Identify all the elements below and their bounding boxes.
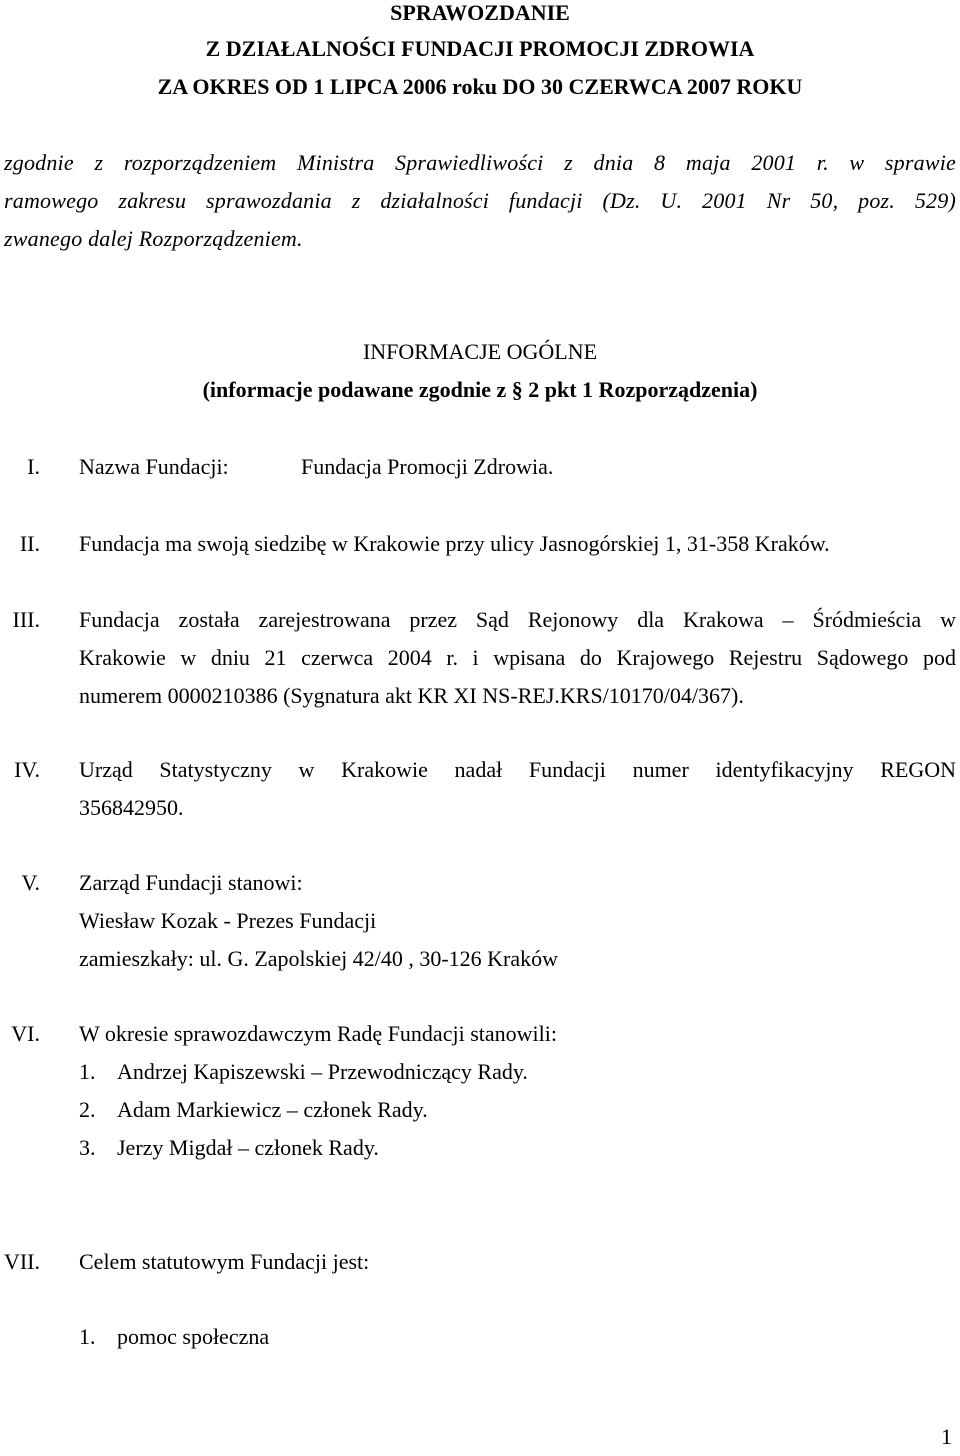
intro-line-1: zgodnie z rozporządzeniem Ministra Sprawiedliwości z dnia 8 maja 2001 r. w sprawie xyxy=(4,150,956,175)
council-member-3 xyxy=(79,1129,956,1167)
section-7-goals-body xyxy=(79,1318,956,1356)
section-3-number: III. xyxy=(12,607,40,632)
section-3-line-3: numerem 0000210386 (Sygnatura akt KR XI NS-REJ.KRS/10170/04/367). xyxy=(79,683,744,708)
section-6-line-1: W okresie sprawozdawczym Radę Fundacji stanowili: xyxy=(79,1021,557,1046)
section-4-number: IV. xyxy=(14,757,40,782)
section-5-line-1: Zarząd Fundacji stanowi: xyxy=(79,870,303,895)
section-6-body xyxy=(79,1015,956,1167)
report-title-line-1: SPRAWOZDANIE xyxy=(390,0,570,25)
section-2-body xyxy=(79,525,956,563)
section-7-number: VII. xyxy=(3,1249,40,1274)
section-5-body xyxy=(79,864,956,978)
intro-paragraph xyxy=(4,144,956,258)
general-info-heading: INFORMACJE OGÓLNE xyxy=(362,339,598,364)
page-number: 1 xyxy=(941,1424,952,1449)
section-5-line-2: Wiesław Kozak - Prezes Fundacji xyxy=(79,908,377,933)
council-member-2-number: 2. xyxy=(79,1097,96,1122)
section-1-body xyxy=(79,448,956,486)
section-4-line-2: 356842950. xyxy=(79,795,184,820)
council-member-3-text: Jerzy Migdał – członek Rady. xyxy=(117,1135,379,1160)
section-3-body xyxy=(79,601,956,715)
section-4-line-1: Urząd Statystyczny w Krakowie nadał Fundacji numer identyfikacyjny REGON xyxy=(79,757,956,782)
section-7-line-1: Celem statutowym Fundacji jest: xyxy=(79,1249,370,1274)
council-member-2 xyxy=(79,1091,956,1129)
report-title-line-3: ZA OKRES OD 1 LIPCA 2006 roku DO 30 CZERWCA 2007 ROKU xyxy=(157,74,803,99)
section-2-number: II. xyxy=(19,531,40,556)
council-member-1-number: 1. xyxy=(79,1059,96,1084)
general-info-subheading: (informacje podawane zgodnie z § 2 pkt 1 Rozporządzenia) xyxy=(202,377,758,402)
section-4-body xyxy=(79,751,956,827)
intro-line-2: ramowego zakresu sprawozdania z działalności fundacji (Dz. U. 2001 Nr 50, poz. 529) xyxy=(4,188,956,213)
section-3-line-2: Krakowie w dniu 21 czerwca 2004 r. i wpisana do Krajowego Rejestru Sądowego pod xyxy=(79,645,956,670)
council-member-3-number: 3. xyxy=(79,1135,96,1160)
statutory-goal-1-text: pomoc społeczna xyxy=(117,1324,270,1349)
section-1-line xyxy=(79,448,956,486)
report-title-line-2: Z DZIAŁALNOŚCI FUNDACJI PROMOCJI ZDROWIA xyxy=(205,36,755,61)
council-member-2-text: Adam Markiewicz – członek Rady. xyxy=(117,1097,428,1122)
statutory-goal-1 xyxy=(79,1318,956,1356)
intro-line-3: zwanego dalej Rozporządzeniem. xyxy=(4,226,303,251)
statutory-goal-1-number: 1. xyxy=(79,1324,96,1349)
foundation-name-label: Nazwa Fundacji: xyxy=(79,454,229,479)
section-7-body xyxy=(79,1243,956,1281)
section-5-number: V. xyxy=(21,870,40,895)
section-3-line-1: Fundacja została zarejestrowana przez Sąd Rejonowy dla Krakowa – Śródmieścia w xyxy=(79,607,956,632)
council-member-1 xyxy=(79,1053,956,1091)
council-member-1-text: Andrzej Kapiszewski – Przewodniczący Rady. xyxy=(117,1059,528,1084)
section-2-line-1: Fundacja ma swoją siedzibę w Krakowie przy ulicy Jasnogórskiej 1, 31-358 Kraków. xyxy=(79,531,830,556)
section-5-line-3: zamieszkały: ul. G. Zapolskiej 42/40 , 30-126 Kraków xyxy=(79,946,559,971)
section-1-number: I. xyxy=(27,454,40,479)
section-6-number: VI. xyxy=(11,1021,40,1046)
foundation-name-value: Fundacja Promocji Zdrowia. xyxy=(301,454,554,479)
